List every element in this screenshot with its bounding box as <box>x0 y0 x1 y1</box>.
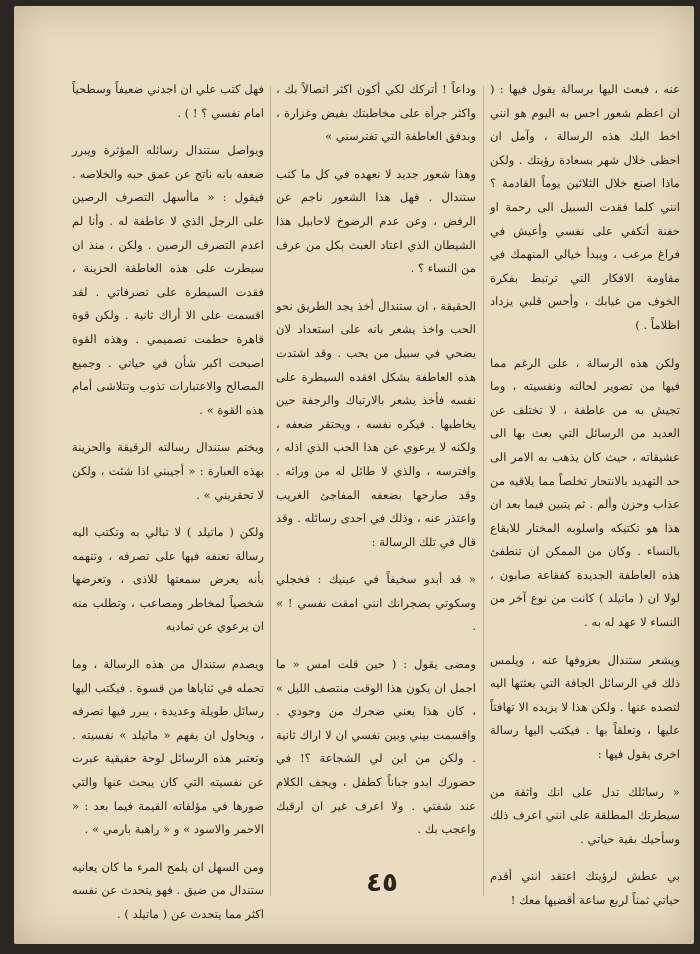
paragraph: ويشعر ستندال بعزوفها عنه ، ويلمس ذلك في الرسائل الجافة التي بعثتها اليه لتصده عنها . ولكن هذا لا يزيده الا تهافتاً عليها ، وتعلقاً بها . فيكتب اليها رسالة اخرى يقول فيها : <box>490 652 680 762</box>
paragraph: عنه ، فبعث اليها برسالة يقول فيها : ( ان اعظم شعور احس به اليوم هو انني اخط اليك هذه الرسالة ، وآمل ان احظى خلال شهر بسعادة رؤيتك . ولكن ماذا اصنع خلال الثلاثين يوماً القادمة ؟ انني كلما فقدت السبيل الى رحمة او حفنة أتكفي على نفسي وأعيش في فراغ مرعب ، ويبدأ خيالي المنهمك في مقاومة الافكار التي ترتبط بفكرة الخوف من غيابك ، وأحس قلبي يزداد اظلاماً . ) <box>490 82 680 332</box>
page-number: ٤٥ <box>366 868 398 898</box>
paragraph: ولكن هذه الرسالة ، على الرغم مما فيها من تصوير لحالته ونفسيته ، وما تجيش به من عاطفة ، لا تختلف عن العديد من الرسائل التي بعث بها الى عشيقاته ، حيث كان يذهب به الامر الى حد التهديد بالانتحار تخلصاً مما يلاقيه من عذاب وحزن وألم . ثم يتبين فيما بعد ان هذا هو تكتيكه واسلوبه المختار للايقاع بالنساء . وكان من الممكن ان تنطفئ هذه العاطفة الجديدة كفقاعة صابون ، لولا ان ( ماتيلد ) كانت من نوع آخر من النساء لا عهد له به . <box>490 355 680 630</box>
paragraph: ويختم ستندال رسالته الرقيقة والحزينة بهذه العبارة : « أجيبني اذا شئت ، ولكن لا تحقريني » . <box>72 440 264 502</box>
text-column-right <box>490 78 680 927</box>
paragraph: فهل كتب علي ان اجدني ضعيفاً وسطحياً امام نفسي ؟ ! ) . <box>72 82 264 120</box>
column-divider <box>483 86 484 896</box>
column-divider <box>270 86 271 896</box>
paragraph: وداعاً ! أتركك لكي أكون اكثر اتصالاً بك ، واكثر جرأة على مخاطبتك بفيض وغزارة ، وبدفق العاطفة التي تفترسني » <box>276 82 476 144</box>
paragraph: بي عطش لرؤيتك اعتقد انني أقدم حياتي ثمناً لربع ساعة أقضيها معك ! <box>490 869 680 907</box>
paragraph: ويواصل ستندال رسائله المؤثرة ويبرر ضعفه بانه ناتج عن عمق حبه والخلاصه . فيقول : « ماأسهل التصرف الرصين على الرجل الذي لا عاطفة له . وأنا لم اعدم التصرف الرصين . ولكن ، منذ ان سيطرت على هذه العاطفة الحزينة ، فقدت السيطرة على تصرفاتي . لقد اقسمت على الا أراك ثانية . ولكن قوة قاهرة حطمت تصميمي . وهذه القوة اصبحت اكبر شأن في حياتي . وجميع المصالح والاعتبارات تذوب وتتلاشى أمام هذه القوة » . <box>72 143 264 417</box>
book-page <box>14 6 694 944</box>
paragraph: وهذا شعور جديد لا نعهده في كل ما كتب ستندال . فهل هذا الشعور ناجم عن الرفض ، وعن عدم الرضوخ لاحابيل هذا الشيطان الذي اعتاد العبث بكل من عرف من النساء ؟ . <box>276 166 476 276</box>
paragraph: ومضى يقول : ( حين قلت امس « ما اجمل ان يكون هذا الوقت منتصف الليل » ، كان هذا يعني ضجرك من وجودي . واقسمت بيني وبين نفسي ان لا اراك ثانية . ولكن من اين لي الشجاعة ؟! في حضورك ابدو جباناً كطفل ، ويجف الكلام عند شفتي . ولا اعرف غير ان ارقبك واعجب بك . <box>276 657 476 837</box>
text-column-middle <box>276 78 476 856</box>
paragraph: « رسائلك تدل على انك واثقة من سيطرتك المطلقة على انني اعرف ذلك وسأحيك بقية حياتي . <box>490 784 680 846</box>
paragraph: ولكن ( ماتيلد ) لا تبالي به وتكتب اليه رسالة تعنفه فيها على تصرفه ، وتتهمه بأنه يعرض سمعتها للاذى ، وتعرضها شخصياً لمخاطر ومصاعب ، وتطلب منه ان يرعوي عن تماديه <box>72 525 264 634</box>
paragraph: ومن السهل ان يلمح المرء ما كان يعانيه ستندال من ضيق . فهو يتحدث عن نفسه اكثر مما يتحدث عن ( ماتيلد ) . <box>72 859 264 921</box>
paragraph: ويصدم ستندال من هذه الرسالة ، وما تحمله في ثناياها من قسوة . فيكتب اليها رسائل طويلة وعديدة ، يبرر فيها تصرفه ، ويحاول ان يفهم « ماتيلد » نفسيته . وتعتبر هذه الرسائل لوحة حقيقية عبرت عن نفسيته التي كان يبحث عنها والتي صورها في مؤلفاته القيمة فيما بعد : « الاحمر والاسود » و « راهبة بارمي » . <box>72 657 264 837</box>
paragraph: الحقيقة ، ان ستندال أخذ يجد الطريق نحو الحب واخذ يشعر بانه على استعداد لان يضحي في سبيل من يحب . وقد اشتدت هذه العاطفة بشكل افقده السيطرة على نفسه فأخذ يشعر بالارتباك والرجفة حين يخاطبها . فيكره نفسه ، ويحتقر ضعفه ، ولكنه لا يرعوي عن هذا الحب الذي اذله ، وافترسه ، والذي لا طائل له من ورائه . وقد صارحها بضعفه المفاجئ الغريب واعتذر عنه ، وذلك في احدى رسائله . وقد قال في تلك الرسالة : <box>276 298 476 549</box>
text-column-left <box>72 78 264 941</box>
paragraph: « قد أبدو سخيفاً في عينيك : فخجلي وسكوتي بضجرانك انني امقت نفسي ! » . <box>276 572 476 634</box>
